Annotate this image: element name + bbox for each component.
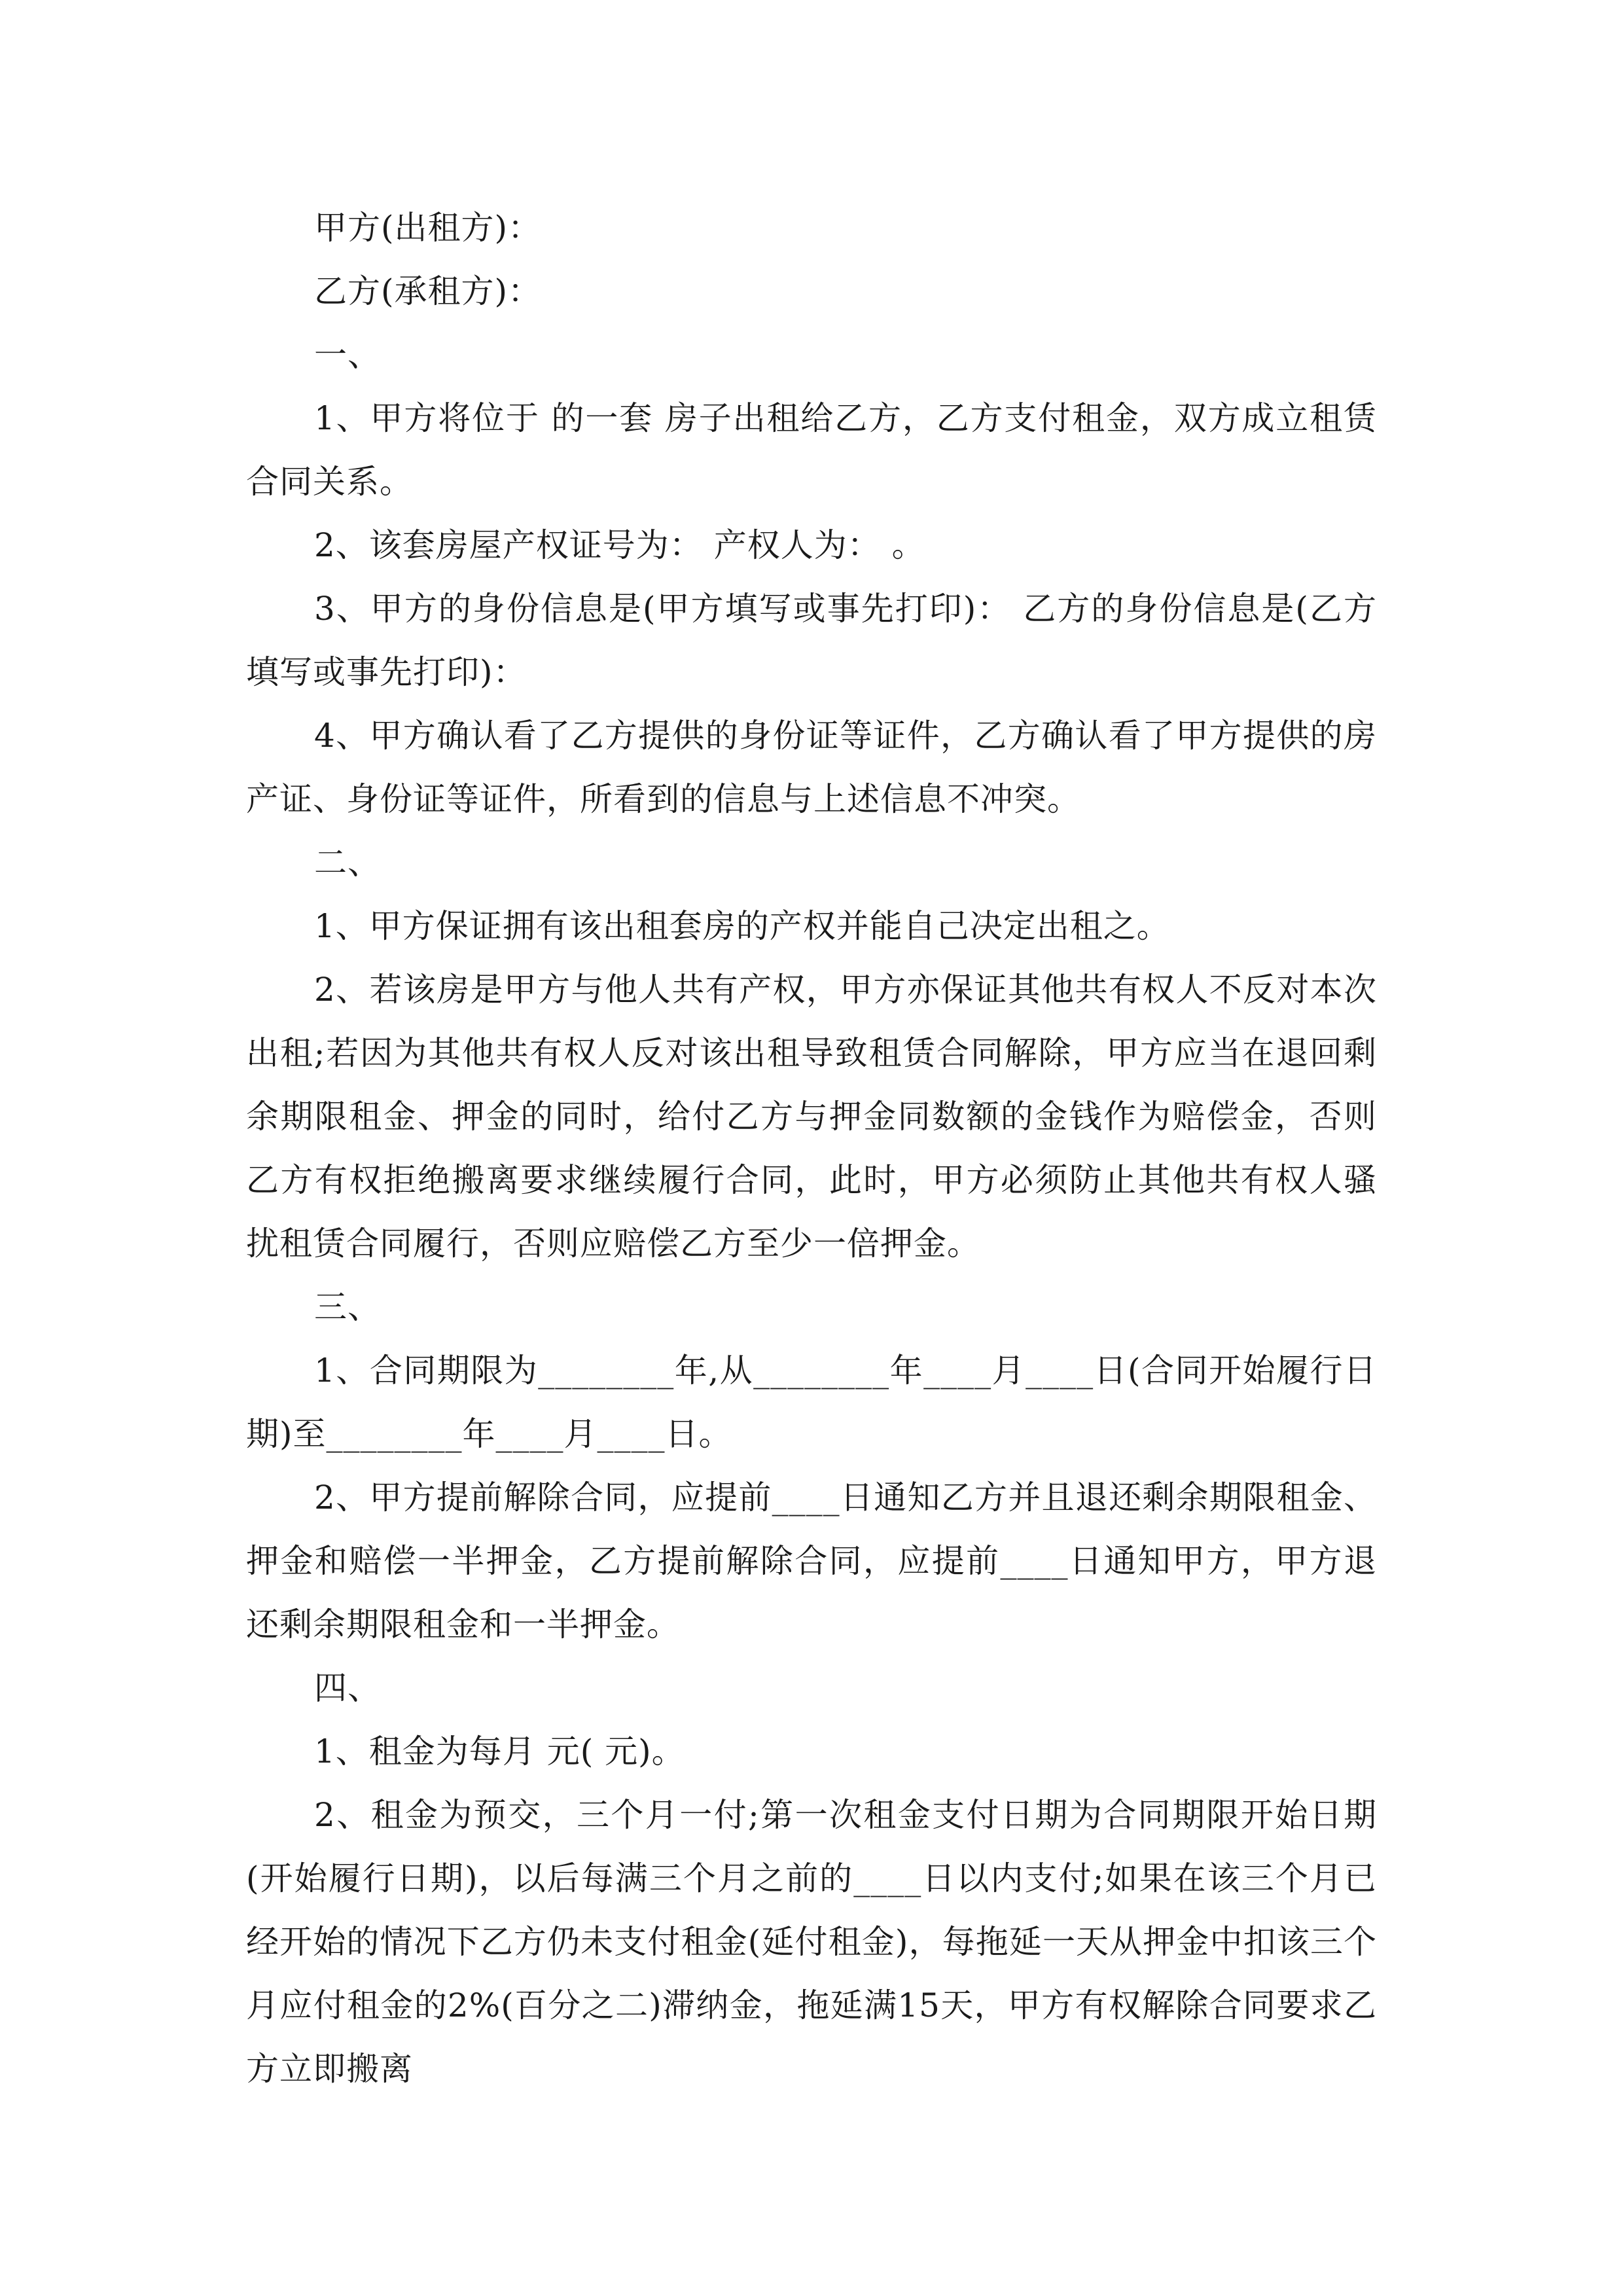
party-b-line: 乙方(承租方)： bbox=[314, 272, 542, 310]
contract-body bbox=[246, 196, 1377, 2101]
section-heading-2: 二、 bbox=[314, 844, 381, 882]
clause-2-2: 2、若该房是甲方与他人共有产权，甲方亦保证其他共有权人不反对本次出租;若因为其他共有权人反对该出租导致租赁合同解除，甲方应当在退回剩余期限租金、押金的同时，给付乙方与押金同数额的金钱作为赔偿金，否则乙方有权拒绝搬离要求继续履行合同，此时，甲方必须防止其他共有权人骚扰租赁合同履行，否则应赔偿乙方至少一倍押金。 bbox=[246, 971, 1377, 1263]
clause-2-1: 1、甲方保证拥有该出租套房的产权并能自己决定出租之。 bbox=[314, 907, 1170, 945]
clause-4-1: 1、租金为每月 元( 元)。 bbox=[314, 1732, 685, 1770]
clause-1-2: 2、该套房屋产权证号为： 产权人为： 。 bbox=[314, 526, 925, 564]
clause-1-3: 3、甲方的身份信息是(甲方填写或事先打印)： 乙方的身份信息是(乙方填写或事先打印)： bbox=[246, 590, 1377, 691]
party-a-line: 甲方(出租方)： bbox=[314, 209, 542, 247]
clause-4-2: 2、租金为预交，三个月一付;第一次租金支付日期为合同期限开始日期(开始履行日期)，以后每满三个月之前的____日以内支付;如果在该三个月已经开始的情况下乙方仍未支付租金(延付租金)，每拖延一天从押金中扣该三个月应付租金的2%(百分之二)滞纳金，拖延满15天，甲方有权解除合同要求乙方立即搬离 bbox=[246, 1796, 1377, 2088]
clause-1-4: 4、甲方确认看了乙方提供的身份证等证件，乙方确认看了甲方提供的房产证、身份证等证件，所看到的信息与上述信息不冲突。 bbox=[246, 717, 1377, 818]
section-heading-1: 一、 bbox=[314, 336, 381, 374]
clause-1-1: 1、甲方将位于 的一套 房子出租给乙方，乙方支付租金，双方成立租赁合同关系。 bbox=[246, 399, 1377, 501]
section-heading-3: 三、 bbox=[314, 1288, 381, 1326]
clause-3-2: 2、甲方提前解除合同，应提前____日通知乙方并且退还剩余期限租金、押金和赔偿一半押金，乙方提前解除合同，应提前____日通知甲方，甲方退还剩余期限租金和一半押金。 bbox=[246, 1479, 1377, 1643]
clause-3-1: 1、合同期限为________年,从________年____月____日(合同开始履行日期)至________年____月____日。 bbox=[246, 1352, 1377, 1453]
section-heading-4: 四、 bbox=[314, 1669, 381, 1707]
